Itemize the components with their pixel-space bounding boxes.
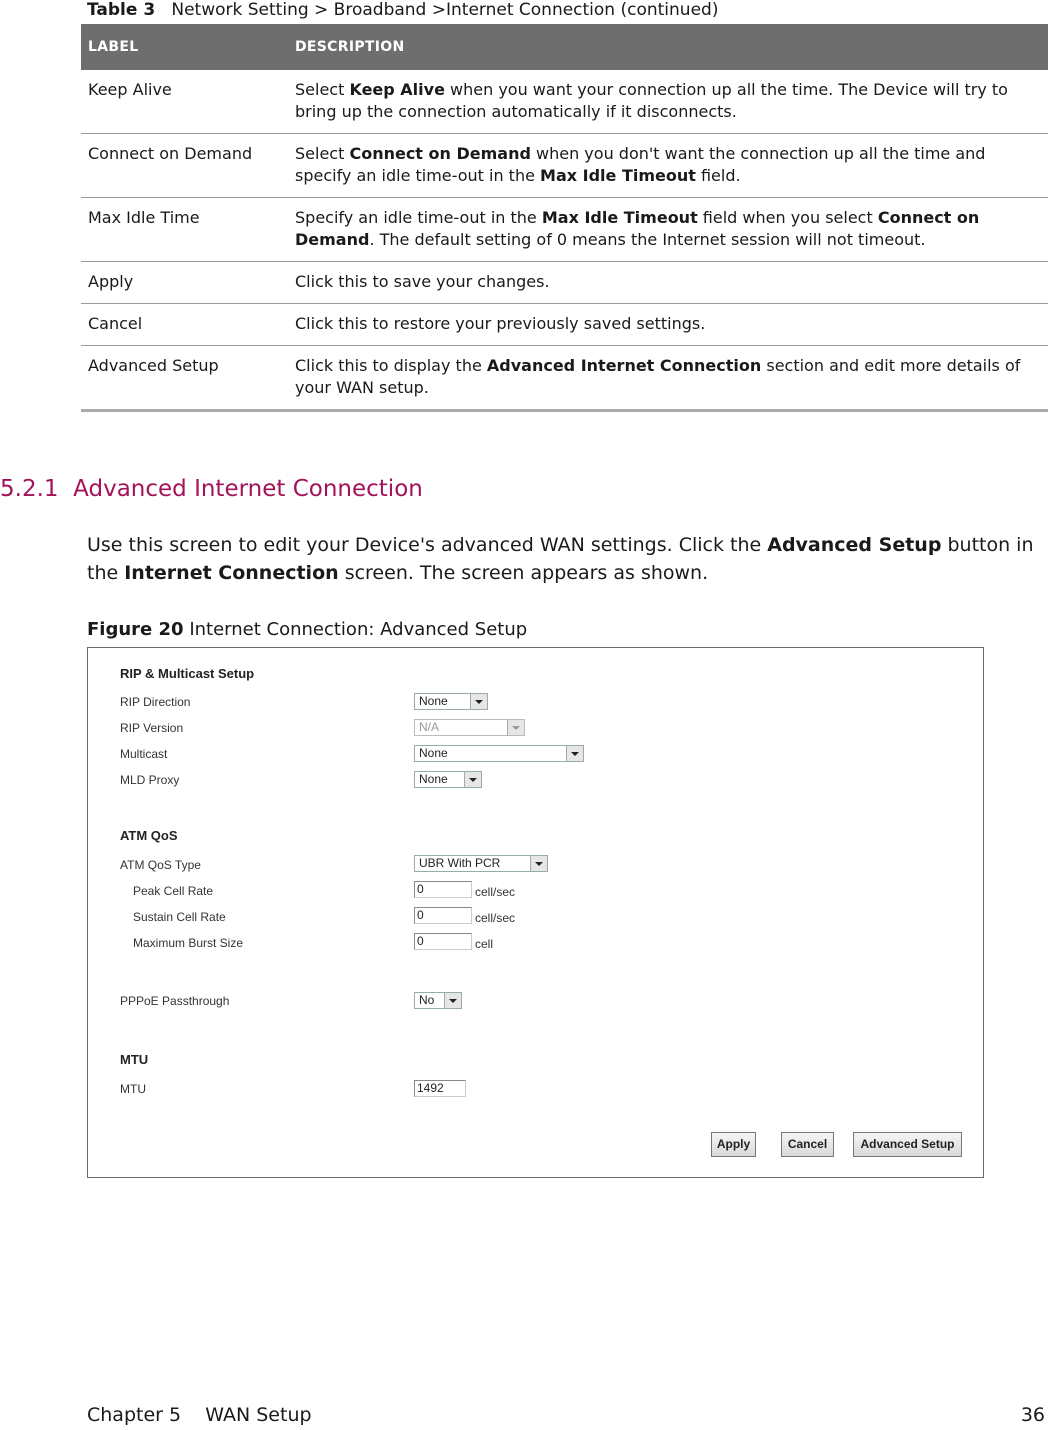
mtu-label: MTU — [120, 1082, 146, 1096]
multicast-select[interactable]: None — [414, 745, 584, 762]
rip-version-select[interactable]: N/A — [414, 719, 525, 736]
table-row — [81, 70, 1048, 134]
table-caption — [87, 0, 718, 20]
row-description: Click this to restore your previously saved settings. — [288, 304, 1048, 346]
row-label: Advanced Setup — [81, 346, 288, 411]
footer-chapter: Chapter 5 WAN Setup — [87, 1404, 312, 1426]
table-row — [81, 346, 1048, 411]
atm-qos-type-select[interactable]: UBR With PCR — [414, 855, 548, 872]
chevron-down-icon — [566, 746, 583, 761]
chevron-down-icon — [530, 856, 547, 871]
table-row — [81, 304, 1048, 346]
maximum-burst-size-input[interactable]: 0 — [414, 933, 472, 950]
row-description: Select Connect on Demand when you don't want the connection up all the time and specify an idle time-out in the Max Idle Timeout field. — [288, 134, 1048, 198]
row-label: Keep Alive — [81, 70, 288, 134]
apply-button[interactable]: Apply — [711, 1132, 756, 1157]
sustain-cell-rate-label: Sustain Cell Rate — [133, 910, 226, 924]
figure-label: Figure 20 — [87, 619, 184, 640]
table-caption-text: Network Setting > Broadband >Internet Connection (continued) — [171, 0, 719, 20]
mtu-input[interactable]: 1492 — [414, 1080, 466, 1097]
row-description: Specify an idle time-out in the Max Idle Timeout field when you select Connect on Demand. The default setting of 0 means the Internet session will not timeout. — [288, 198, 1048, 262]
advanced-setup-button[interactable]: Advanced Setup — [853, 1132, 962, 1157]
pppoe-passthrough-select[interactable]: No — [414, 992, 462, 1009]
row-description: Click this to display the Advanced Internet Connection section and edit more details of your WAN setup. — [288, 346, 1048, 411]
figure-caption — [87, 619, 527, 640]
chevron-down-icon — [470, 694, 487, 709]
figure-caption-text: Internet Connection: Advanced Setup — [189, 619, 528, 640]
footer-page-number: 36 — [1020, 1404, 1045, 1426]
section-title-text: Advanced Internet Connection — [73, 476, 423, 502]
row-label: Connect on Demand — [81, 134, 288, 198]
row-label: Max Idle Time — [81, 198, 288, 262]
maximum-burst-size-label: Maximum Burst Size — [133, 936, 244, 950]
mld-proxy-label: MLD Proxy — [120, 773, 180, 787]
atm-qos-heading: ATM QoS — [120, 828, 178, 843]
rip-multicast-heading: RIP & Multicast Setup — [120, 666, 255, 681]
maximum-burst-size-unit: cell — [475, 937, 494, 951]
table-row — [81, 134, 1048, 198]
row-label: Cancel — [81, 304, 288, 346]
sustain-cell-rate-input[interactable]: 0 — [414, 907, 472, 924]
rip-direction-label: RIP Direction — [120, 695, 191, 709]
row-label: Apply — [81, 262, 288, 304]
header-label: LABEL — [81, 24, 288, 70]
mtu-heading: MTU — [120, 1052, 149, 1067]
section-paragraph: Use this screen to edit your Device's advanced WAN settings. Click the Advanced Setup button in the Internet Connection screen. The screen appears as shown. — [87, 534, 1034, 584]
chevron-down-icon — [464, 772, 481, 787]
peak-cell-rate-unit: cell/sec — [475, 885, 516, 899]
table-row — [81, 262, 1048, 304]
table-caption-label: Table 3 — [87, 0, 156, 20]
sustain-cell-rate-unit: cell/sec — [475, 911, 516, 925]
advanced-setup-screen — [87, 647, 984, 1178]
section-title — [0, 476, 423, 502]
peak-cell-rate-input[interactable]: 0 — [414, 881, 472, 898]
rip-version-label: RIP Version — [120, 721, 184, 735]
table-row — [81, 198, 1048, 262]
row-description: Click this to save your changes. — [288, 262, 1048, 304]
peak-cell-rate-label: Peak Cell Rate — [133, 884, 214, 898]
atm-qos-type-label: ATM QoS Type — [120, 858, 201, 872]
row-description: Select Keep Alive when you want your connection up all the time. The Device will try to bring up the connection automatically if it disconnects. — [288, 70, 1048, 134]
pppoe-passthrough-label: PPPoE Passthrough — [120, 994, 230, 1008]
chevron-down-icon — [507, 720, 524, 735]
multicast-label: Multicast — [120, 747, 168, 761]
section-number: 5.2.1 — [0, 476, 59, 502]
mld-proxy-select[interactable]: None — [414, 771, 482, 788]
description-table — [81, 24, 1048, 412]
chevron-down-icon — [444, 993, 461, 1008]
header-description: DESCRIPTION — [288, 24, 1048, 70]
rip-direction-select[interactable]: None — [414, 693, 488, 710]
cancel-button[interactable]: Cancel — [781, 1132, 834, 1157]
